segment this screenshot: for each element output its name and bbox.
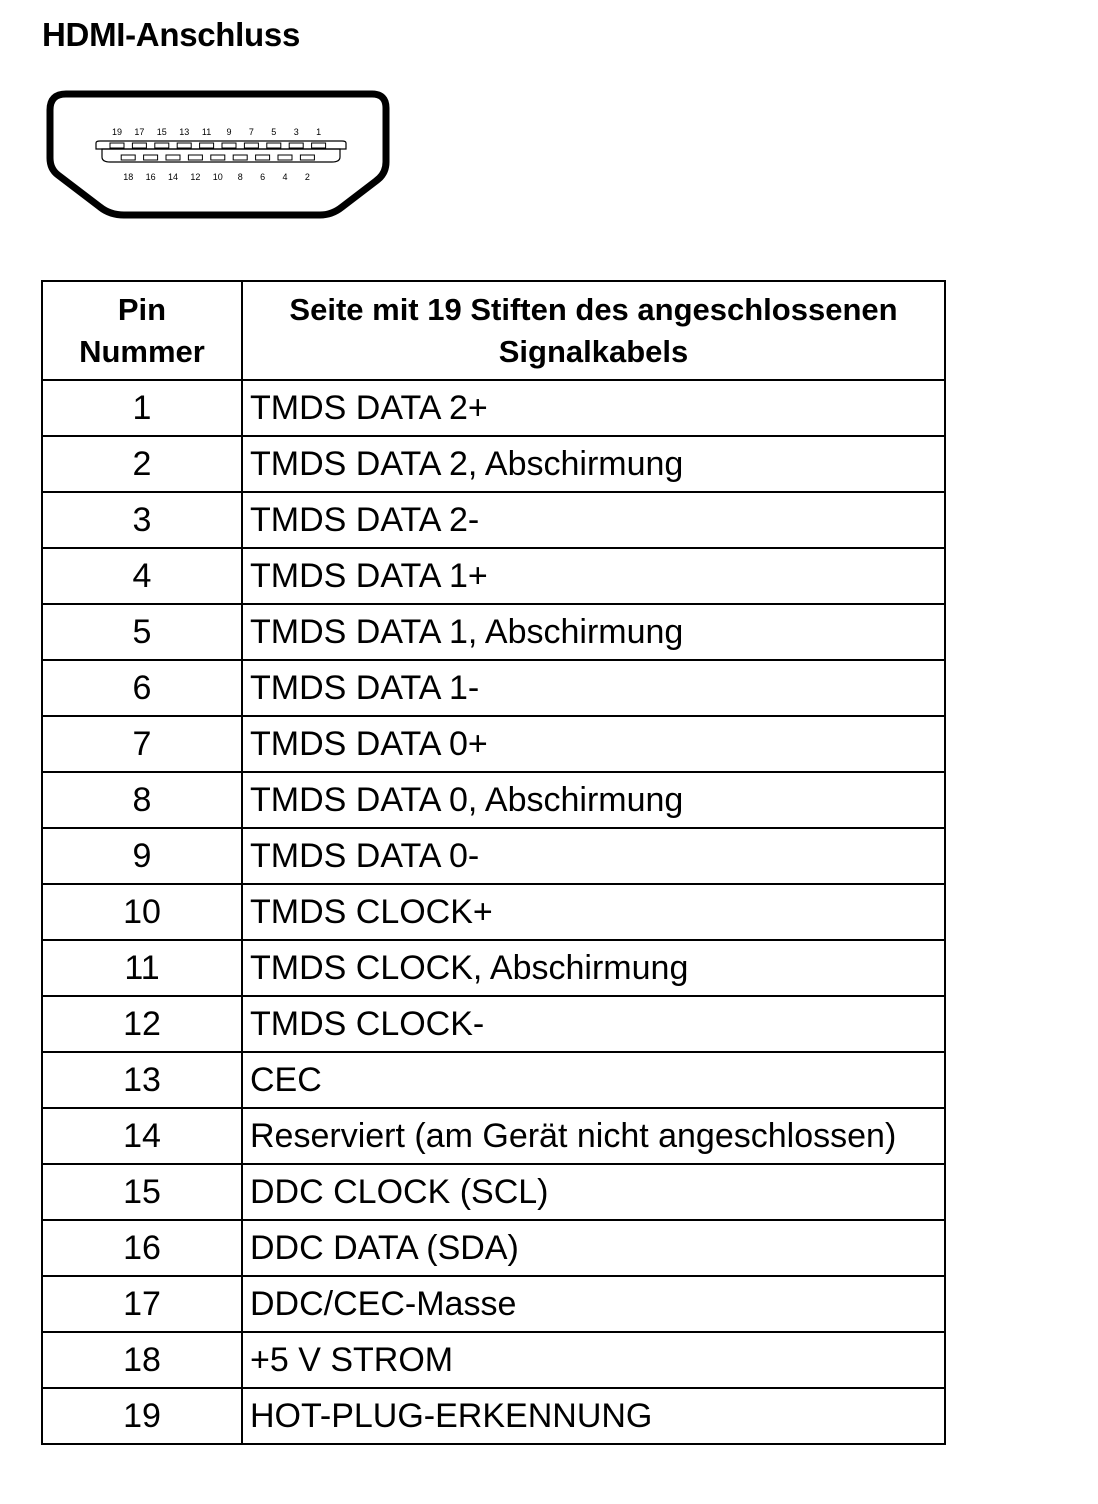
signal-cell: TMDS DATA 0+: [242, 716, 945, 772]
signal-cell: CEC: [242, 1052, 945, 1108]
signal-cell: TMDS DATA 0, Abschirmung: [242, 772, 945, 828]
pin-label: 3: [293, 127, 299, 137]
pin-contact: [144, 155, 158, 160]
pin-number-cell: 2: [42, 436, 242, 492]
signal-cell: DDC/CEC-Masse: [242, 1276, 945, 1332]
table-row: [42, 940, 945, 996]
signal-cell: TMDS DATA 0-: [242, 828, 945, 884]
pin-contact: [289, 143, 303, 148]
header-signal: [242, 281, 945, 380]
pin-label: 4: [282, 172, 288, 182]
pin-assignment-table: [41, 280, 946, 1445]
pin-contact: [211, 155, 225, 160]
signal-cell: TMDS DATA 2, Abschirmung: [242, 436, 945, 492]
table-row: [42, 1052, 945, 1108]
table-row: [42, 436, 945, 492]
pin-label: 14: [167, 172, 179, 182]
pin-contact: [222, 143, 236, 148]
hdmi-connector-icon: [44, 88, 394, 224]
signal-cell: TMDS CLOCK-: [242, 996, 945, 1052]
signal-cell: TMDS DATA 1, Abschirmung: [242, 604, 945, 660]
pin-contact: [267, 143, 281, 148]
signal-cell: DDC CLOCK (SCL): [242, 1164, 945, 1220]
pin-label: 5: [271, 127, 277, 137]
pin-number-cell: 15: [42, 1164, 242, 1220]
table-row: [42, 1388, 945, 1444]
table-row: [42, 716, 945, 772]
pin-number-cell: 5: [42, 604, 242, 660]
pin-contact: [132, 143, 146, 148]
table-row: [42, 996, 945, 1052]
pin-contact: [312, 143, 326, 148]
top-pin-labels: [112, 127, 321, 137]
pin-number-cell: 1: [42, 380, 242, 436]
signal-cell: TMDS DATA 1+: [242, 548, 945, 604]
pin-number-cell: 17: [42, 1276, 242, 1332]
pin-label: 6: [260, 172, 266, 182]
pin-contact: [110, 143, 124, 148]
pin-contact: [155, 143, 169, 148]
signal-cell: +5 V STROM: [242, 1332, 945, 1388]
pin-contact: [121, 155, 135, 160]
pin-number-cell: 18: [42, 1332, 242, 1388]
pin-label: 8: [237, 172, 243, 182]
pin-number-cell: 7: [42, 716, 242, 772]
pin-label: 19: [111, 127, 123, 137]
pin-label: 16: [145, 172, 156, 182]
pin-label: 15: [156, 127, 167, 137]
bottom-pin-labels: [123, 172, 310, 182]
signal-cell: TMDS DATA 1-: [242, 660, 945, 716]
signal-cell: TMDS DATA 2-: [242, 492, 945, 548]
signal-cell: DDC DATA (SDA): [242, 1220, 945, 1276]
table-row: [42, 884, 945, 940]
pin-contact: [177, 143, 191, 148]
table-row: [42, 548, 945, 604]
pin-contact: [244, 143, 258, 148]
table-row: [42, 1276, 945, 1332]
table-row: [42, 1220, 945, 1276]
pin-number-cell: 13: [42, 1052, 242, 1108]
pin-number-cell: 16: [42, 1220, 242, 1276]
signal-cell: TMDS CLOCK+: [242, 884, 945, 940]
table-row: [42, 828, 945, 884]
pin-label: 11: [201, 127, 212, 137]
table-row: [42, 1332, 945, 1388]
pin-contact: [300, 155, 314, 160]
table-header-row: [42, 281, 945, 380]
pin-contact: [278, 155, 292, 160]
bottom-pin-row: [121, 155, 314, 160]
pin-number-cell: 9: [42, 828, 242, 884]
pin-contact: [256, 155, 270, 160]
pin-label: 2: [304, 172, 310, 182]
table-row: [42, 660, 945, 716]
table-row: [42, 492, 945, 548]
pin-number-cell: 8: [42, 772, 242, 828]
table-row: [42, 1108, 945, 1164]
pin-label: 13: [179, 127, 190, 137]
header-pin-number-label: Pin Nummer: [79, 291, 205, 369]
pin-number-cell: 11: [42, 940, 242, 996]
signal-cell: TMDS DATA 2+: [242, 380, 945, 436]
top-pin-row: [110, 143, 326, 148]
pin-number-cell: 6: [42, 660, 242, 716]
signal-cell: TMDS CLOCK, Abschirmung: [242, 940, 945, 996]
table-row: [42, 380, 945, 436]
pin-number-cell: 10: [42, 884, 242, 940]
page-title: HDMI-Anschluss: [42, 16, 300, 53]
signal-cell: HOT-PLUG-ERKENNUNG: [242, 1388, 945, 1444]
pin-label: 7: [248, 127, 254, 137]
header-signal-label: Seite mit 19 Stiften des angeschlossenen Signalkabels: [289, 291, 898, 369]
pin-number-cell: 14: [42, 1108, 242, 1164]
pin-number-cell: 4: [42, 548, 242, 604]
pin-number-cell: 3: [42, 492, 242, 548]
pin-number-cell: 19: [42, 1388, 242, 1444]
pin-contact: [233, 155, 247, 160]
pin-label: 1: [316, 127, 322, 137]
signal-cell: Reserviert (am Gerät nicht angeschlossen): [242, 1108, 945, 1164]
table-row: [42, 772, 945, 828]
pin-label: 18: [123, 172, 134, 182]
pin-contact: [188, 155, 202, 160]
pin-label: 10: [212, 172, 223, 182]
header-pin-number: [42, 281, 242, 380]
pin-contact: [166, 155, 180, 160]
table-row: [42, 1164, 945, 1220]
pin-label: 17: [134, 127, 145, 137]
pin-contact: [200, 143, 214, 148]
pin-label: 12: [190, 172, 201, 182]
pin-label: 9: [226, 127, 232, 137]
table-row: [42, 604, 945, 660]
pin-number-cell: 12: [42, 996, 242, 1052]
